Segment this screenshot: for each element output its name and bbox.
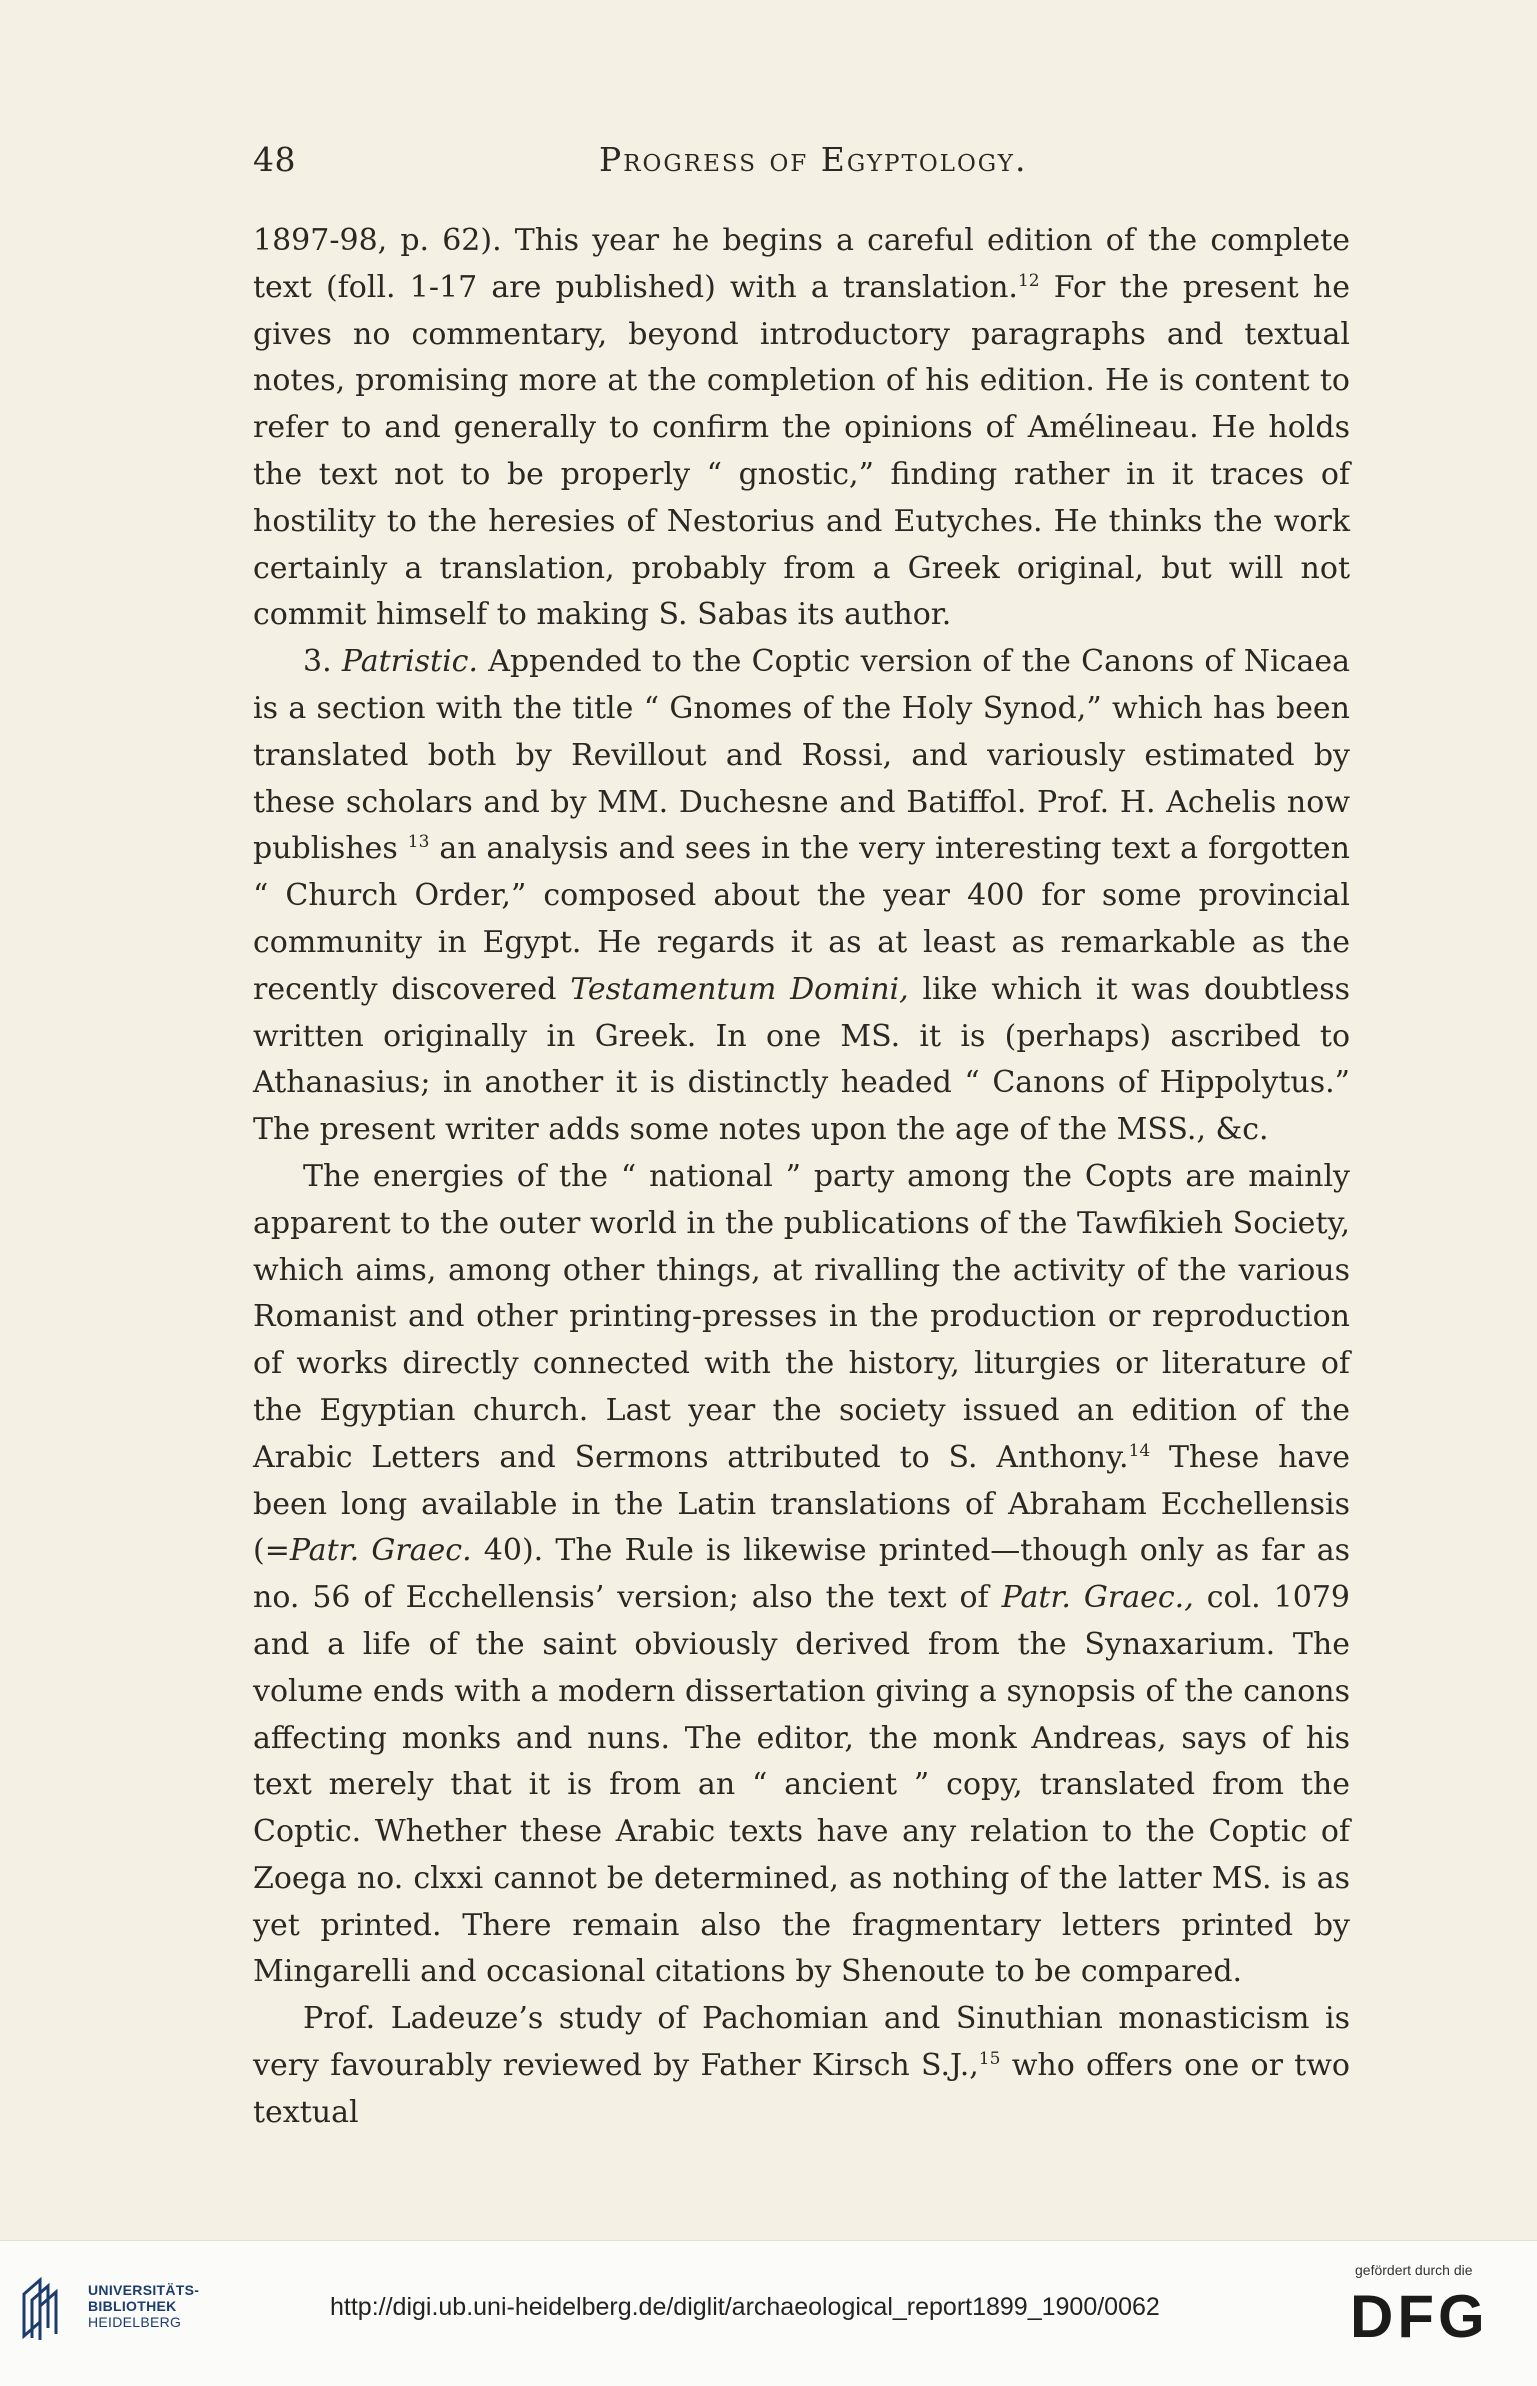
dfg-logo[interactable]: DFG (1350, 2283, 1489, 2350)
paragraph-4 (253, 1996, 1350, 2136)
permalink-url[interactable]: http://digi.ub.uni-heidelberg.de/diglit/archaeological_report1899_1900/0062 (330, 2293, 1160, 2321)
citation: Patr. Graec. (289, 1533, 472, 1569)
library-name-line: BIBLIOTHEK (88, 2298, 177, 2314)
library-name[interactable] (88, 2282, 199, 2330)
text-run: who offers one or two textual (253, 2048, 1350, 2130)
text-run: For the present he gives no commentary, beyond introductory paragraphs and textual notes, promising more at the completion of his edition. He is content to refer to and generally to confirm the opinions of Amélineau. He holds the text not to be properly “ gnostic,” finding rather in it traces of hostility to the heresies of Nestorius and Eutyches. He thinks the work certainly a translation, probably from a Greek original, but will not commit himself to making S. Sabas its author. (253, 269, 1350, 633)
footnote-ref: 12 (1017, 270, 1040, 291)
running-title: Progress of Egyptology. (599, 140, 1028, 179)
section-heading: Patristic. (341, 644, 479, 680)
text-run: like which it was doubtless written originally in Greek. In one MS. it is (perhaps) ascribed to Athanasius; in another it is distinctly headed “ Canons of Hippolytus.” The present writer adds some notes upon the age of the MSS., &c. (253, 971, 1351, 1148)
text-run: 1897-98, p. 62). This year he begins a careful edition of the complete text (foll. 1-17 are published) with a translation. (253, 223, 1350, 305)
text-run: The energies of the “ national ” party among the Copts are mainly apparent to the outer world in the publications of the Tawfikieh Society, which aims, among other things, at rivalling the activity of the various Romanist and other printing-presses in the production or reproduction of works directly connected with the history, liturgies or literature of the Egyptian church. Last year the society issued an edition of the Arabic Letters and Sermons attributed to S. Anthony. (253, 1158, 1350, 1475)
text-run: 40). The Rule is likewise printed—though only as far as no. 56 of Ecchellensis’ version; also the text of (253, 1533, 1350, 1616)
library-name-line: HEIDELBERG (88, 2314, 182, 2330)
section-number: 3. (303, 644, 342, 680)
work-title: Testamentum Domini, (570, 971, 909, 1007)
citation: Patr. Graec., (1001, 1580, 1194, 1616)
text-run: Appended to the Coptic version of the Canons of Nicaea is a section with the title “ Gnomes of the Holy Synod,” which has been translated both by Revillout and Rossi, and variously estimated by these scholars and by MM. Duchesne and Batiffol. Prof. H. Achelis now publishes (253, 644, 1350, 867)
footnote-ref: 14 (1128, 1440, 1151, 1461)
paragraph-2 (253, 639, 1350, 1154)
text-run: These have been long available in the Latin translations of Abraham Ecchellensis (= (253, 1439, 1350, 1569)
text-run: col. 1079 and a life of the saint obviously derived from the Synaxarium. The volume ends with a modern dissertation giving a synopsis of the canons affecting monks and nuns. The editor, the monk Andreas, says of his text merely that it is from an “ ancient ” copy, translated from the Coptic. Whether these Arabic texts have any relation to the Coptic of Zoega no. clxxi cannot be determined, as nothing of the latter MS. is as yet printed. There remain also the fragmentary letters printed by Mingarelli and occasional citations by Shenoute to be compared. (253, 1580, 1350, 1990)
paragraph-1 (253, 218, 1350, 639)
text-run: an analysis and sees in the very interesting text a forgotten “ Church Order,” composed about the year 400 for some provincial community in Egypt. He regards it as at least as remarkable as the recently discovered (253, 831, 1350, 1007)
text-run: Prof. Ladeuze’s study of Pachomian and Sinuthian monasticism is very favourably reviewed by Father Kirsch S.J., (253, 2001, 1350, 2084)
library-name-line: UNIVERSITÄTS- (88, 2282, 200, 2298)
footnote-ref: 13 (407, 832, 430, 853)
page-body (253, 218, 1350, 2137)
paragraph-3 (253, 1154, 1350, 1996)
funding-note: gefördert durch die (1355, 2262, 1473, 2278)
page-number: 48 (253, 140, 296, 179)
footnote-ref: 15 (978, 2049, 1001, 2070)
ub-heidelberg-logo-icon[interactable] (18, 2272, 74, 2342)
